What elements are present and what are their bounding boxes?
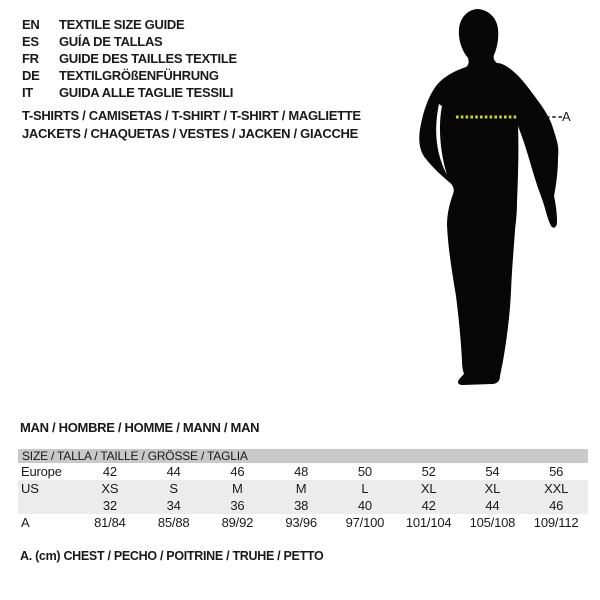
table-cell: M <box>232 481 243 496</box>
language-list <box>22 16 237 101</box>
language-text: GUIDE DES TAILLES TEXTILE <box>59 51 237 66</box>
table-cell: XS <box>101 481 119 496</box>
language-text: TEXTILE SIZE GUIDE <box>59 17 185 32</box>
language-code: FR <box>22 51 39 66</box>
table-cell: 109/112 <box>533 515 579 530</box>
table-cell: 32 <box>102 498 117 513</box>
language-code: IT <box>22 85 33 100</box>
table-cell: 46 <box>549 498 564 513</box>
table-cell: 93/96 <box>285 515 317 530</box>
table-cell: 42 <box>102 464 117 479</box>
category-jackets: JACKETS / CHAQUETAS / VESTES / JACKEN / GIACCHE <box>22 126 358 141</box>
language-text: TEXTILGRÖßENFÜHRUNG <box>59 68 219 83</box>
table-cell: 52 <box>421 464 436 479</box>
table-cell: L <box>361 481 369 496</box>
table-cell: XL <box>420 481 437 496</box>
table-cell: 38 <box>294 498 309 513</box>
table-cell: 44 <box>166 464 181 479</box>
table-cell: 50 <box>357 464 372 479</box>
language-row-es <box>22 33 237 50</box>
table-cell: 105/108 <box>469 515 516 530</box>
language-text: GUÍA DE TALLAS <box>59 34 163 49</box>
table-cell: 101/104 <box>405 515 452 530</box>
table-row-uk <box>18 497 588 514</box>
row-label: A <box>21 515 30 530</box>
size-table <box>18 449 588 531</box>
table-cell: 42 <box>421 498 436 513</box>
table-cell: 56 <box>549 464 564 479</box>
section-title-man: MAN / HOMBRE / HOMME / MANN / MAN <box>20 420 260 435</box>
language-row-it <box>22 84 237 101</box>
table-cell: 97/100 <box>345 515 385 530</box>
table-cell: 48 <box>294 464 309 479</box>
table-cell: 46 <box>230 464 245 479</box>
table-cell: 36 <box>230 498 245 513</box>
table-cell: 54 <box>485 464 500 479</box>
table-cell: 85/88 <box>157 515 190 530</box>
language-text: GUIDA ALLE TAGLIE TESSILI <box>59 85 234 100</box>
table-cell: 44 <box>485 498 500 513</box>
table-cell: XL <box>484 481 501 496</box>
table-row-europe <box>18 463 588 480</box>
man-silhouette <box>419 9 558 385</box>
table-cell: 81/84 <box>94 515 126 530</box>
table-cell: M <box>295 481 307 496</box>
language-code: EN <box>22 17 40 32</box>
table-cell: S <box>169 481 178 496</box>
row-label: Europe <box>21 464 62 479</box>
category-list <box>22 107 361 143</box>
table-cell: 40 <box>357 498 372 513</box>
measure-label-a: A <box>562 109 571 124</box>
language-row-en <box>22 16 237 33</box>
row-label <box>18 497 78 514</box>
table-row-chest-a <box>18 514 588 531</box>
table-row-us <box>18 480 588 497</box>
language-code: DE <box>22 68 40 83</box>
table-cell: 34 <box>166 498 181 513</box>
language-row-de <box>22 67 237 84</box>
measurement-footnote: A. (cm) CHEST / PECHO / POITRINE / TRUHE / PETTO <box>20 549 324 563</box>
language-code: ES <box>22 34 39 49</box>
category-tshirts: T-SHIRTS / CAMISETAS / T-SHIRT / T-SHIRT / MAGLIETTE <box>22 108 361 123</box>
size-table-header: SIZE / TALLA / TAILLE / GRÖSSE / TAGLIA <box>18 449 588 463</box>
language-row-fr <box>22 50 237 67</box>
table-cell: 89/92 <box>221 515 254 530</box>
row-label: US <box>21 481 39 496</box>
table-cell: XXL <box>544 481 569 496</box>
